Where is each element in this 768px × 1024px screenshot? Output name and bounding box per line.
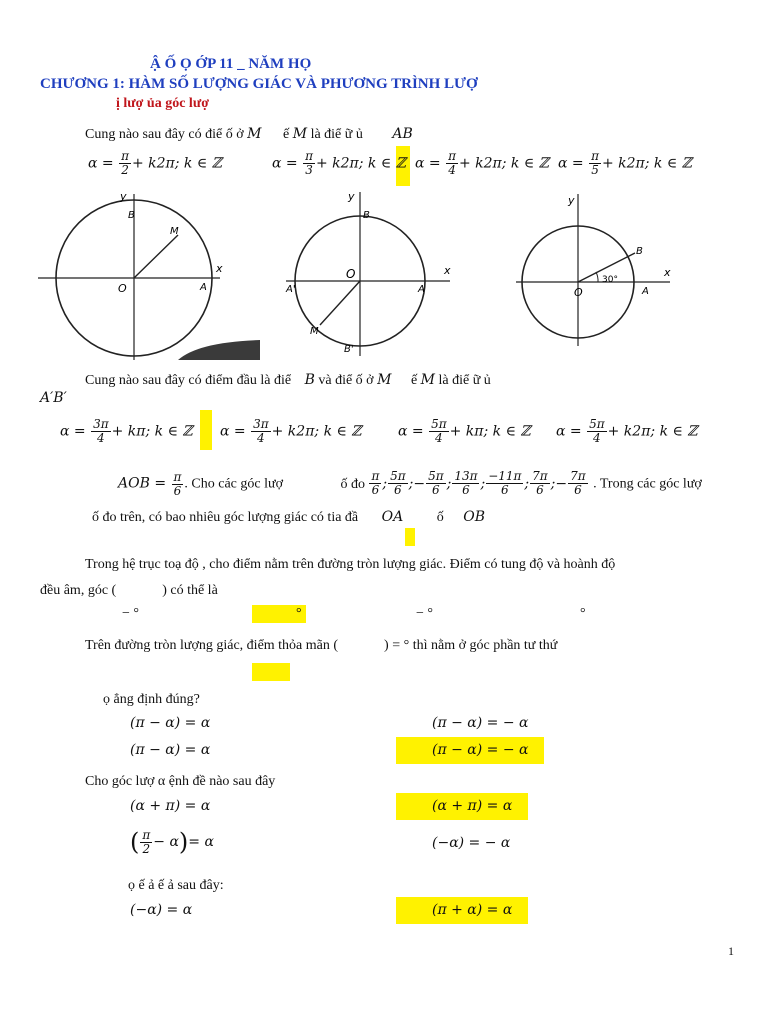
label-b: B bbox=[636, 246, 643, 257]
q3-question-line-2: ố đo trên, có bao nhiêu góc lượng giác có tia đầ OA ố OB bbox=[92, 509, 485, 525]
label-o: O bbox=[574, 286, 583, 299]
q6-option-a: (π − α) = α bbox=[130, 715, 211, 731]
q4-option-b: ° bbox=[296, 606, 302, 621]
q6-option-d: (π − α) = − α bbox=[432, 742, 529, 758]
highlight-q5 bbox=[252, 663, 290, 681]
q7-option-d: (−α) = − α bbox=[432, 835, 511, 851]
radius-om bbox=[320, 281, 360, 325]
unit-circle-3 bbox=[514, 190, 684, 350]
unit-circle-2 bbox=[282, 188, 462, 358]
q7-option-b: (α + π) = α bbox=[432, 798, 513, 814]
label-a: A bbox=[418, 284, 425, 295]
label-m: M bbox=[310, 326, 319, 337]
q3-angle-list: $\frac{\pi}{6}$ ; $\frac{5\pi}{6}$ ;− $\frac{5\pi}{6}$ ; $\frac{13\pi}{6}$ ; $\frac{-11\pi}{6}$ ; $\frac{7\pi}{6}$ ;− $\frac{7\pi}{6}$ bbox=[371, 469, 586, 497]
label-a-prime: A' bbox=[286, 284, 296, 295]
q1-option-a: α = $\frac{\pi}{2}$ + k2π; k ∈ ℤ bbox=[88, 149, 222, 177]
chapter-title: CHƯƠNG 1: HÀM SỐ LƯỢNG GIÁC VÀ PHƯƠNG TRÌNH LƯỢ bbox=[40, 76, 478, 92]
q7-question: Cho góc lượ α ệnh đề nào sau đây bbox=[85, 774, 276, 789]
photo-shadow bbox=[178, 340, 260, 360]
label-x: x bbox=[216, 262, 223, 275]
q4-question-line-1: Trong hệ trục toạ độ , cho điểm nằm trên đường tròn lượng giác. Điểm có tung độ và hoành độ bbox=[85, 557, 616, 572]
q4-option-a: − ° bbox=[122, 606, 139, 621]
q5-question: Trên đường tròn lượng giác, điểm thỏa mãn ( ) = ° thì nằm ở góc phần tư thứ bbox=[85, 638, 558, 653]
q6-question: ọ ẳng định đúng? bbox=[103, 692, 200, 707]
q1-option-c: α = $\frac{\pi}{4}$ + k2π; k ∈ ℤ bbox=[415, 149, 549, 177]
label-y: y bbox=[120, 190, 127, 203]
q2-arc-label: A′B′ bbox=[40, 390, 67, 406]
q8-question: ọ ế ả ế ả sau đây: bbox=[128, 878, 224, 893]
header-line-1: Ậ Ố Ọ ỚP 11 _ NĂM HỌ bbox=[150, 56, 312, 72]
label-o: O bbox=[346, 267, 356, 281]
angle-arc bbox=[596, 272, 598, 282]
label-x: x bbox=[444, 264, 451, 277]
radius-om bbox=[134, 235, 178, 278]
label-y: y bbox=[348, 190, 355, 203]
label-b: B bbox=[128, 210, 135, 221]
q1-question: Cung nào sau đây có điể ố ở M ế M là điể ữ ủ AB bbox=[85, 126, 413, 142]
q4-option-d: ° bbox=[580, 606, 586, 621]
q2-option-a: α = $\frac{3\pi}{4}$ + kπ; k ∈ ℤ bbox=[60, 417, 193, 445]
label-a: A bbox=[200, 282, 207, 293]
q1-option-b: α = $\frac{\pi}{3}$ + k2π; k ∈ ℤ bbox=[272, 149, 406, 177]
q6-option-b: (π − α) = − α bbox=[432, 715, 529, 731]
page-number: 1 bbox=[728, 944, 734, 958]
highlight-q3 bbox=[405, 528, 415, 546]
q2-question: Cung nào sau đây có điểm đầu là điể B và điể ố ở M ế M là điể ữ ủ bbox=[85, 372, 491, 388]
q8-option-b: (π + α) = α bbox=[432, 902, 513, 918]
section-title: ị lượ ủa góc lượ bbox=[116, 96, 209, 111]
highlight-q2 bbox=[200, 410, 212, 450]
label-m: M bbox=[170, 226, 179, 237]
q3-question: AOB = $\frac{\pi}{6}$ . Cho các góc lượ ố đo $\frac{\pi}{6}$ ; $\frac{5\pi}{6}$ ;− $\frac{5\pi}{6}$ ; $\frac{13\pi}{6}$ ; $\frac{-11\pi}{6}$ ; $\frac{7\pi}{6}$ ;− $\frac{7\pi}{6}$ . Trong các góc lượ bbox=[118, 469, 702, 498]
label-b-prime: B' bbox=[344, 344, 354, 355]
q7-option-c: ( $\frac{\pi}{2}$ − α)= α bbox=[130, 827, 214, 856]
q2-option-c: α = $\frac{5\pi}{4}$ + kπ; k ∈ ℤ bbox=[398, 417, 531, 445]
q8-option-a: (−α) = α bbox=[130, 902, 193, 918]
label-o: O bbox=[118, 282, 127, 295]
label-x: x bbox=[664, 266, 671, 279]
q2-option-b: α = $\frac{3\pi}{4}$ + k2π; k ∈ ℤ bbox=[220, 417, 362, 445]
q4-option-c: − ° bbox=[416, 606, 433, 621]
q1-option-d: α = $\frac{\pi}{5}$ + k2π; k ∈ ℤ bbox=[558, 149, 692, 177]
label-30-deg: 30° bbox=[602, 275, 618, 285]
q2-option-d: α = $\frac{5\pi}{4}$ + k2π; k ∈ ℤ bbox=[556, 417, 698, 445]
q4-question-line-2: đều âm, góc ( ) có thể là bbox=[40, 583, 218, 598]
q6-option-c: (π − α) = α bbox=[130, 742, 211, 758]
label-b: B bbox=[363, 210, 370, 221]
label-a: A bbox=[642, 286, 649, 297]
q7-option-a: (α + π) = α bbox=[130, 798, 211, 814]
label-y: y bbox=[568, 194, 575, 207]
unit-circle-1 bbox=[38, 190, 260, 360]
